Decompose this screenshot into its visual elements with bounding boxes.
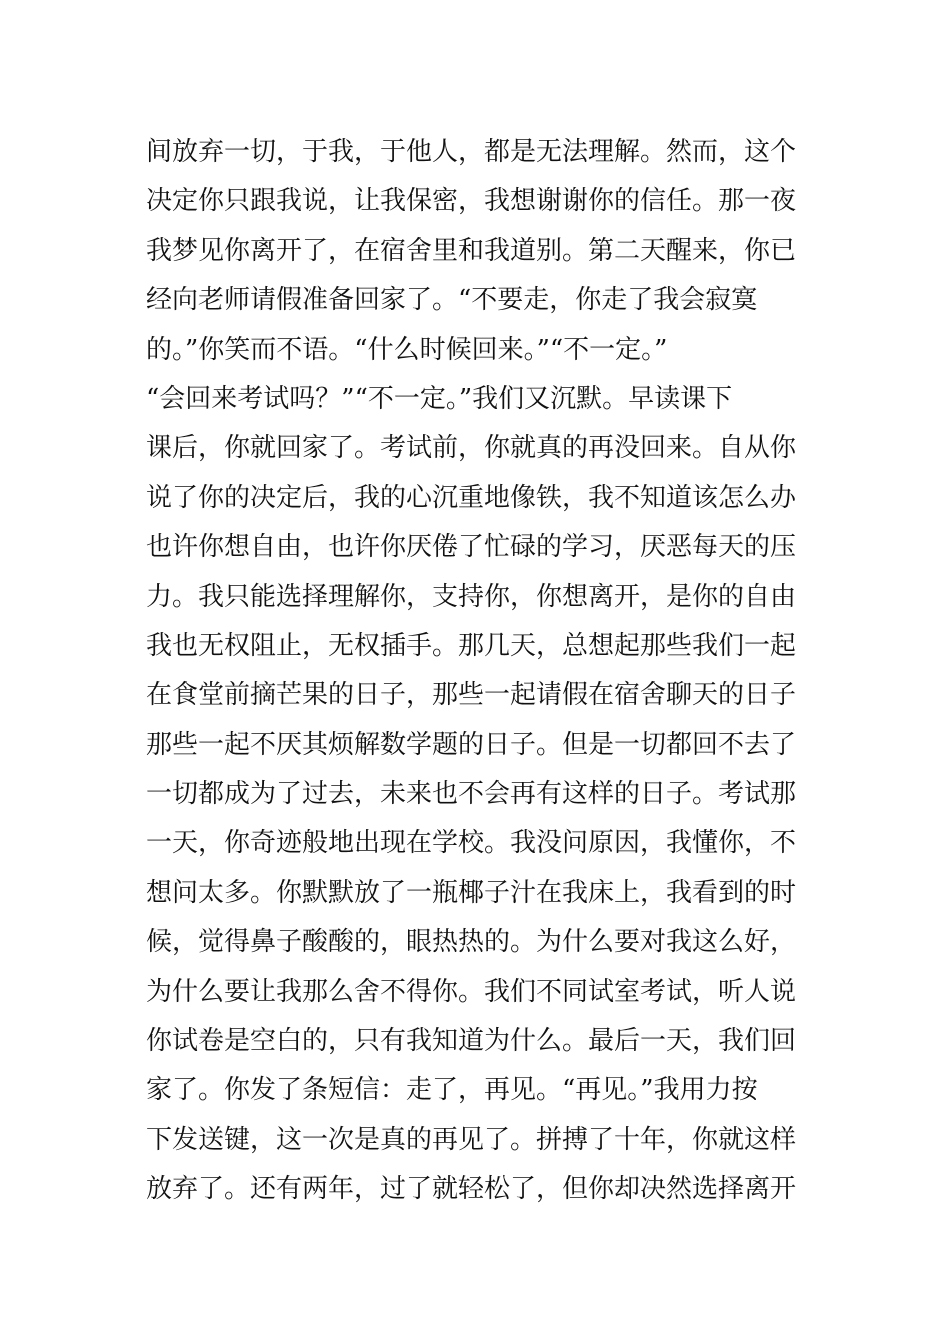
- text-line-4: 经向老师请假准备回家了。“不要走，你走了我会寂寞: [146, 285, 758, 316]
- text-line-2: 决定你只跟我说，让我保密，我想谢谢你的信任。那一夜: [146, 186, 797, 217]
- body-text: [146, 128, 816, 1215]
- text-line-12: 在食堂前摘芒果的日子，那些一起请假在宿舍聊天的日子: [146, 680, 797, 711]
- text-line-14: 一切都成为了过去，未来也不会再有这样的日子。考试那: [146, 779, 797, 810]
- text-line-3: 我梦见你离开了，在宿舍里和我道别。第二天醒来，你已: [146, 235, 797, 266]
- text-line-15: 一天，你奇迹般地出现在学校。我没问原因，我懂你，不: [146, 828, 797, 859]
- text-line-13: 那些一起不厌其烦解数学题的日子。但是一切都回不去了: [146, 729, 797, 760]
- text-line-1: 间放弃一切，于我，于他人，都是无法理解。然而，这个: [146, 137, 797, 167]
- text-line-18: 为什么要让我那么舍不得你。我们不同试室考试，听人说: [146, 976, 797, 1007]
- text-line-6: “会回来考试吗？”“不一定。”我们又沉默。早读课下: [146, 383, 733, 414]
- text-line-7: 课后，你就回家了。考试前，你就真的再没回来。自从你: [146, 433, 797, 464]
- text-line-11: 我也无权阻止，无权插手。那几天，总想起那些我们一起: [146, 630, 797, 661]
- text-line-21: 下发送键，这一次是真的再见了。拼搏了十年，你就这样: [146, 1124, 797, 1155]
- text-line-16: 想问太多。你默默放了一瓶椰子汁在我床上，我看到的时: [146, 877, 797, 908]
- text-line-5: 的。”你笑而不语。“什么时候回来。”“不一定。”: [146, 334, 668, 365]
- text-line-10: 力。我只能选择理解你，支持你，你想离开，是你的自由: [146, 581, 797, 612]
- text-line-22: 放弃了。还有两年，过了就轻松了，但你却决然选择离开: [146, 1174, 797, 1205]
- text-line-17: 候，觉得鼻子酸酸的，眼热热的。为什么要对我这么好，: [146, 927, 797, 958]
- text-line-20: 家了。你发了条短信：走了，再见。“再见。”我用力按: [146, 1075, 758, 1106]
- text-line-9: 也许你想自由，也许你厌倦了忙碌的学习，厌恶每天的压: [146, 532, 797, 563]
- text-line-19: 你试卷是空白的，只有我知道为什么。最后一天，我们回: [146, 1026, 797, 1057]
- text-line-8: 说了你的决定后，我的心沉重地像铁，我不知道该怎么办: [146, 482, 797, 513]
